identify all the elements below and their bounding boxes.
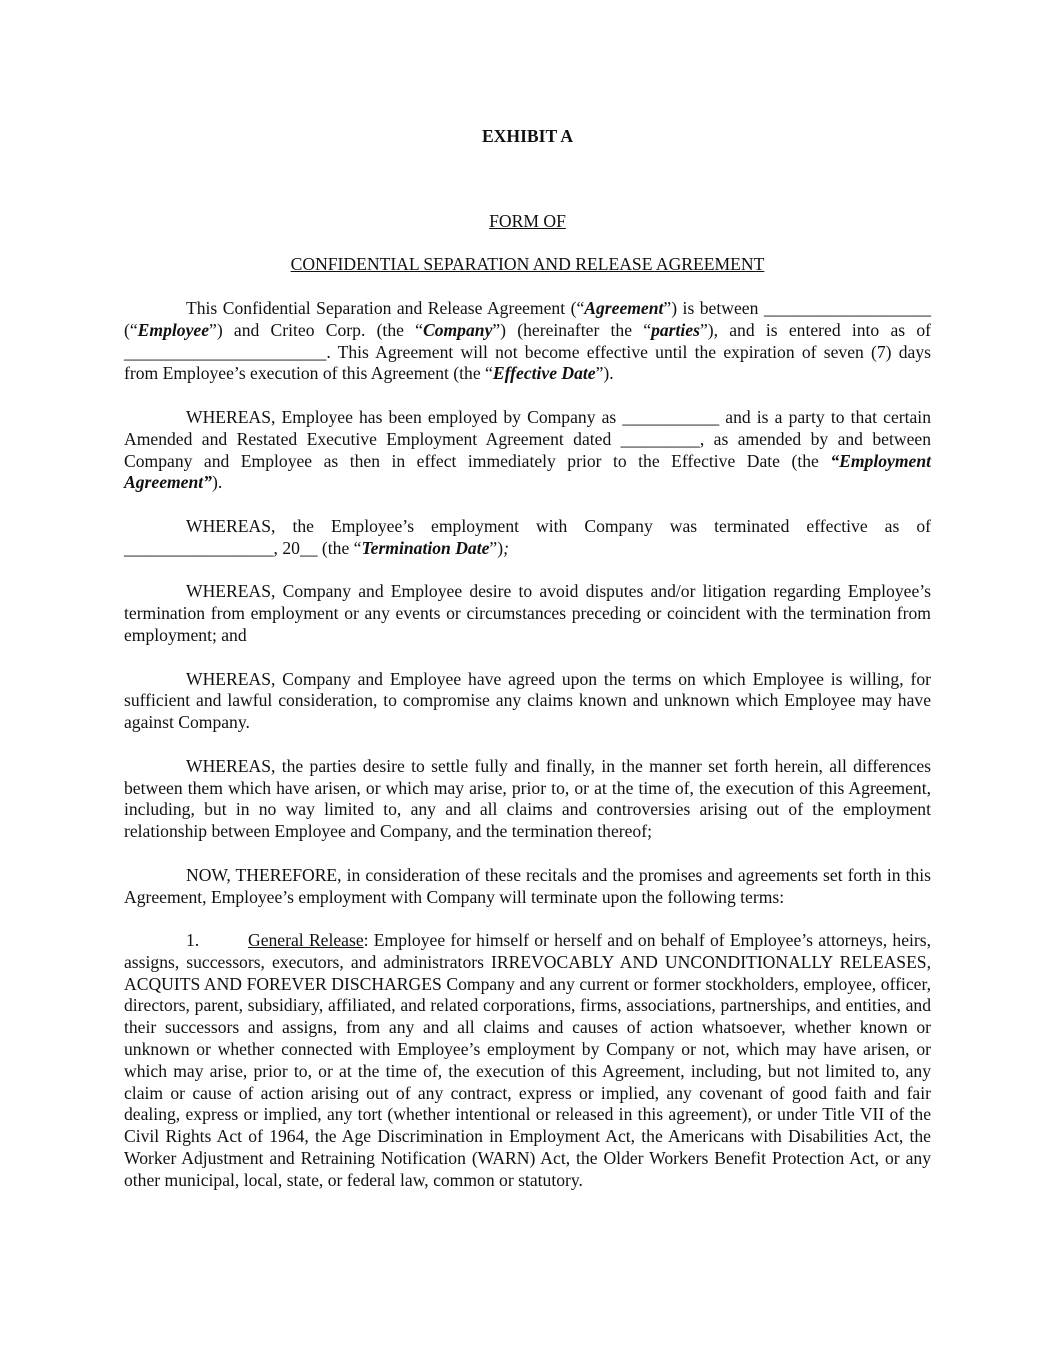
whereas-employment-paragraph bbox=[124, 407, 931, 494]
intro-text-4: ”) (hereinafter the “ bbox=[492, 319, 652, 340]
intro-text-3: ”) and Criteo Corp. (the “ bbox=[209, 319, 423, 340]
intro-text-6: ”). bbox=[595, 363, 614, 384]
whereas-disputes-paragraph: WHEREAS, Company and Employee desire to avoid disputes and/or litigation regarding Employee’s termination from employment or any events or circumstances preceding or coincident with the termination from employment; and bbox=[124, 581, 931, 645]
section-1-general-release bbox=[124, 930, 931, 1192]
section-1-number: 1. bbox=[186, 930, 200, 951]
intro-text-2: ”) is between ___________________ (“ bbox=[124, 297, 931, 340]
now-therefore-paragraph: NOW, THEREFORE, in consideration of these recitals and the promises and agreements set forth in this Agreement, Employee’s employment with Company will terminate upon the following terms: bbox=[124, 864, 931, 907]
document-page bbox=[124, 126, 931, 1192]
defined-term-effective-date: Effective Date bbox=[492, 363, 596, 384]
whereas-settle-paragraph: WHEREAS, the parties desire to settle fully and finally, in the manner set forth herein, all differences between them which have arisen, or which may arise, prior to, or at the time of, the execution of this Agreement, including, but in no way limited to, any and all claims and controversies arising out of the employment relationship between Employee and Company, and the termination thereof; bbox=[124, 755, 931, 842]
whereas-employment-text: WHEREAS, Employee has been employed by Company as ___________ and is a party to that certain Amended and Restated Executive Employment Agreement dated _________, as amended by and between Company and Employee as then in effect immediately prior to the Effective Date (the bbox=[124, 406, 931, 471]
form-of-text: FORM OF bbox=[489, 210, 566, 231]
section-1-heading: General Release bbox=[248, 930, 364, 951]
whereas-termination-semicolon: ; bbox=[503, 537, 509, 558]
defined-term-employee: Employee bbox=[137, 319, 210, 340]
defined-term-employment-agreement: “Employment Agreement” bbox=[124, 450, 931, 493]
whereas-termination-text: WHEREAS, the Employee’s employment with Company was terminated effective as of _________________, 20__ (the “ bbox=[124, 515, 931, 558]
whereas-termination-paragraph bbox=[124, 516, 931, 560]
intro-paragraph bbox=[124, 298, 931, 385]
intro-text-1: This Confidential Separation and Release Agreement (“ bbox=[186, 297, 585, 318]
defined-term-company: Company bbox=[422, 319, 493, 340]
form-of-heading bbox=[124, 211, 931, 233]
agreement-title bbox=[124, 254, 931, 276]
whereas-termination-close: ”) bbox=[489, 537, 504, 558]
exhibit-title: EXHIBIT A bbox=[481, 126, 574, 146]
whereas-employment-end: ). bbox=[211, 472, 223, 493]
agreement-title-text: CONFIDENTIAL SEPARATION AND RELEASE AGREEMENT bbox=[290, 254, 765, 275]
whereas-terms-paragraph: WHEREAS, Company and Employee have agreed upon the terms on which Employee is willing, for sufficient and lawful consideration, to compromise any claims known and unknown which Employee may have against Company. bbox=[124, 668, 931, 733]
defined-term-termination-date: Termination Date bbox=[361, 537, 490, 558]
intro-text-5: ”), and is entered into as of _______________________. This Agreement will not become effective until the expiration of seven (7) days from Employee’s execution of this Agreement (the “ bbox=[124, 319, 931, 384]
section-1-body: : Employee for himself or herself and on behalf of Employee’s attorneys, heirs, assigns, successors, executors, and administrators IRREVOCABLY AND UNCONDITIONALLY RELEASES, ACQUITS AND FOREVER DISCHARGES Company and any current or former stockholders, employee, officer, directors, parent, subsidiary, affiliated, and related corporations, firms, associations, partnerships, and entities, and their successors and assigns, from any and all claims and causes of action whatsoever, whether known or unknown or whether connected with Employee’s employment by Company or not, which may have arisen, or which may arise, prior to, or at the time of, the execution of this Agreement, including, but not limited to, any claim or cause of action arising out of any contract, express or implied, any covenant of good faith and fair dealing, express or implied, any tort (whether intentional or released in this agreement), or under Title VII of the Civil Rights Act of 1964, the Age Discrimination in Employment Act, the Americans with Disabilities Act, the Worker Adjustment and Retraining Notification (WARN) Act, the Older Workers Benefit Protection Act, or any other municipal, local, state, or federal law, common or statutory. bbox=[124, 930, 931, 1190]
defined-term-agreement: Agreement bbox=[584, 297, 664, 318]
defined-term-parties: parties bbox=[651, 319, 700, 340]
